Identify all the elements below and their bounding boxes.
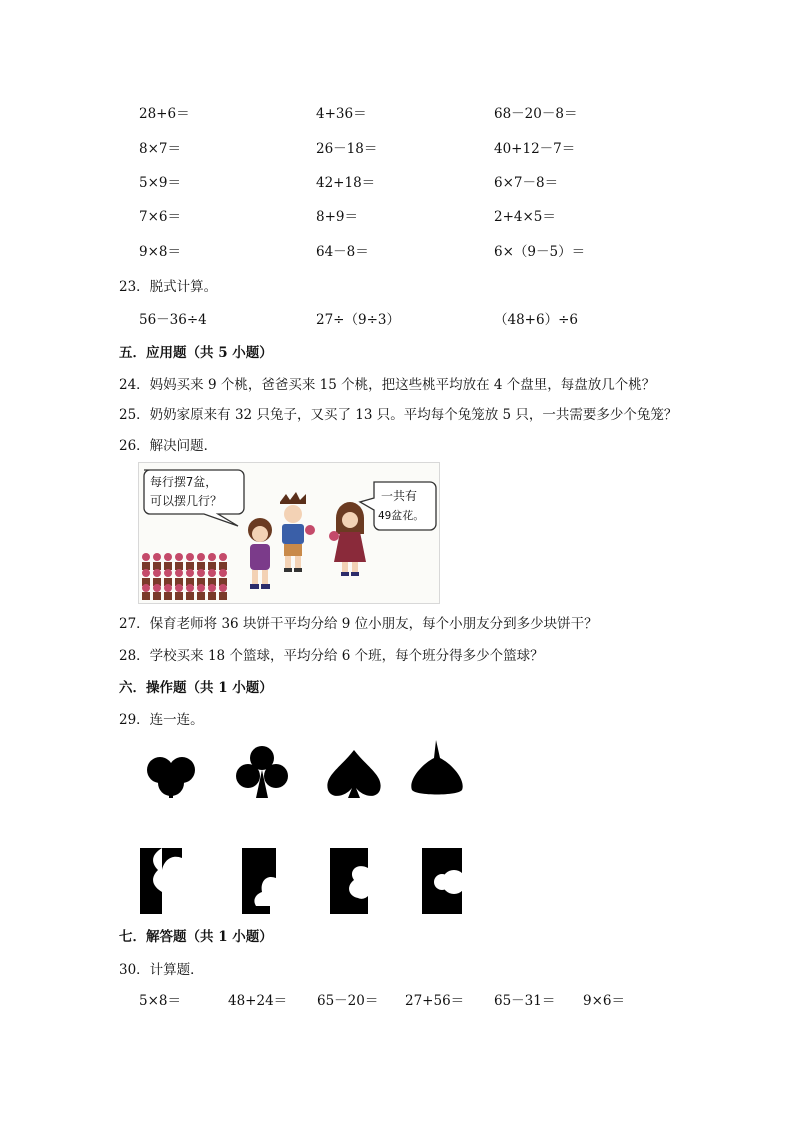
question-23-title: 23．脱式计算。 (119, 279, 218, 295)
calc-item: 6×（9－5）＝ (494, 244, 586, 260)
q23-item: 56－36÷4 (139, 312, 207, 328)
q23-item: 27÷（9÷3） (316, 312, 400, 328)
calc-item: 5×8＝ (139, 993, 181, 1009)
calc-item: 27+56＝ (405, 993, 465, 1009)
calc-item: 6×7－8＝ (494, 175, 559, 191)
question-24: 24．妈妈买来 9 个桃，爸爸买来 15 个桃，把这些桃平均放在 4 个盘里，每盘放几个桃？ (119, 377, 656, 393)
calc-item: 9×6＝ (583, 993, 625, 1009)
calc-item: 65－31＝ (494, 993, 556, 1009)
calc-item: 8×7＝ (139, 141, 181, 157)
question-29: 29．连一连。 (119, 712, 204, 728)
calc-item: 4+36＝ (316, 106, 367, 122)
bubble-right-line1: 一共有 (381, 489, 418, 503)
section-5-title: 五．应用题（共 5 小题） (119, 345, 273, 361)
cutout-block-4 (422, 848, 466, 914)
calc-item: 48+24＝ (228, 993, 288, 1009)
question-25: 25．奶奶家原来有 32 只兔子，又买了 13 只。平均每个兔笼放 5 只，一共需要多少个兔笼？ (119, 407, 678, 423)
calc-item: 7×6＝ (139, 209, 181, 225)
calc-item: 5×9＝ (139, 175, 181, 191)
section-6-title: 六．操作题（共 1 小题） (119, 680, 273, 696)
q23-item: （48+6）÷6 (494, 312, 578, 328)
question-28: 28．学校买来 18 个篮球，平均分给 6 个班，每个班分得多少个篮球？ (119, 648, 544, 664)
matching-shapes-image (134, 736, 472, 918)
calc-item: 26－18＝ (316, 141, 378, 157)
section-7-title: 七．解答题（共 1 小题） (119, 929, 273, 945)
calc-item: 42+18＝ (316, 175, 376, 191)
bubble-right-line2: 49盆花。 (378, 509, 425, 522)
calc-item: 2+4×5＝ (494, 209, 556, 225)
calc-item: 64－8＝ (316, 244, 369, 260)
calc-item: 68－20－8＝ (494, 106, 578, 122)
calc-item: 28+6＝ (139, 106, 190, 122)
calc-item: 40+12－7＝ (494, 141, 576, 157)
question-30: 30．计算题． (119, 962, 204, 978)
calc-item: 9×8＝ (139, 244, 181, 260)
calc-item: 8+9＝ (316, 209, 358, 225)
calc-item: 65－20＝ (317, 993, 379, 1009)
bubble-left-line2: 可以摆几行？ (150, 494, 223, 508)
question-26: 26．解决问题． (119, 438, 218, 454)
bubble-left-line1: 每行摆7盆， (150, 475, 218, 489)
question-27: 27．保育老师将 36 块饼干平均分给 9 位小朋友，每个小朋友分到多少块饼干？ (119, 616, 598, 632)
